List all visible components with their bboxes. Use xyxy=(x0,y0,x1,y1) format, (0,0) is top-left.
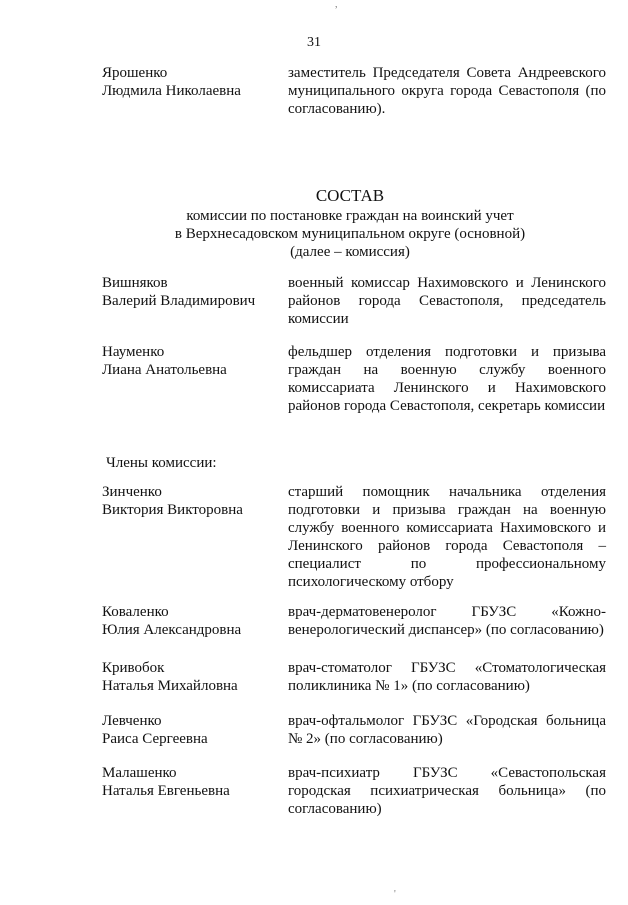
member-role: врач-стоматолог ГБУЗС «Стоматологическая поликлиника № 1» (по согласованию) xyxy=(288,660,606,694)
member-name xyxy=(102,343,282,415)
member-given-names: Виктория Викторовна xyxy=(102,502,243,518)
heading-title: СОСТАВ xyxy=(315,186,385,205)
member-entry xyxy=(102,603,610,639)
member-role: старший помощник начальника отделения подготовки и призыва граждан на военную службу военного комиссариата Нахимовского и Ленинского районов города Севастополя – специалист по профессиональному психологическому отбору xyxy=(288,484,606,590)
page-number: 31 xyxy=(307,35,321,50)
member-given-names: Наталья Евгеньевна xyxy=(102,783,230,799)
member-given-names: Валерий Владимирович xyxy=(102,293,256,309)
member-role: военный комиссар Нахимовского и Ленинского районов города Севастополя, председатель комиссии xyxy=(288,275,606,327)
member-given-names: Раиса Сергеевна xyxy=(102,731,208,747)
heading-line-1: комиссии по постановке граждан на воинский учет xyxy=(186,208,514,224)
scan-speck: , xyxy=(335,0,338,10)
member-name xyxy=(102,274,282,328)
member-surname: Зинченко xyxy=(102,484,162,500)
members-label: Члены комиссии: xyxy=(106,455,217,471)
heading-line-3: (далее – комиссия) xyxy=(290,244,410,260)
member-name xyxy=(102,764,282,818)
member-given-names: Юлия Александровна xyxy=(102,622,242,638)
member-surname: Коваленко xyxy=(102,604,169,620)
member-surname: Кривобок xyxy=(102,660,165,676)
member-name xyxy=(102,64,282,118)
member-role: заместитель Председателя Совета Андреевского муниципального округа города Севастополя (по согласованию). xyxy=(288,65,606,117)
secretary-entry xyxy=(102,343,610,415)
member-name xyxy=(102,483,282,591)
member-given-names: Наталья Михайловна xyxy=(102,678,238,694)
member-name xyxy=(102,712,282,748)
member-given-names: Людмила Николаевна xyxy=(102,83,241,99)
member-surname: Вишняков xyxy=(102,275,168,291)
member-entry xyxy=(102,764,610,818)
member-entry xyxy=(102,712,610,748)
member-entry xyxy=(102,483,610,591)
member-entry-yaroshenko xyxy=(102,64,610,118)
member-name xyxy=(102,603,282,639)
member-surname: Науменко xyxy=(102,344,165,360)
member-role: врач-психиатр ГБУЗС «Севастопольская городская психиатрическая больница» (по согласованию) xyxy=(288,765,606,817)
member-role: врач-дерматовенеролог ГБУЗС «Кожно-венерологический диспансер» (по согласованию) xyxy=(288,604,606,638)
member-role: врач-офтальмолог ГБУЗС «Городская больница № 2» (по согласованию) xyxy=(288,713,606,747)
member-surname: Малашенко xyxy=(102,765,177,781)
scan-speck: ' xyxy=(394,889,396,900)
member-surname: Ярошенко xyxy=(102,65,168,81)
member-role: фельдшер отделения подготовки и призыва граждан на военную службу военного комиссариата Ленинского и Нахимовского районов города Севастополя, секретарь комиссии xyxy=(288,344,606,414)
chair-entry xyxy=(102,274,610,328)
member-entry xyxy=(102,659,610,695)
member-given-names: Лиана Анатольевна xyxy=(102,362,227,378)
member-name xyxy=(102,659,282,695)
member-surname: Левченко xyxy=(102,713,162,729)
document-heading xyxy=(0,186,628,261)
heading-line-2: в Верхнесадовском муниципальном округе (основной) xyxy=(174,226,526,242)
